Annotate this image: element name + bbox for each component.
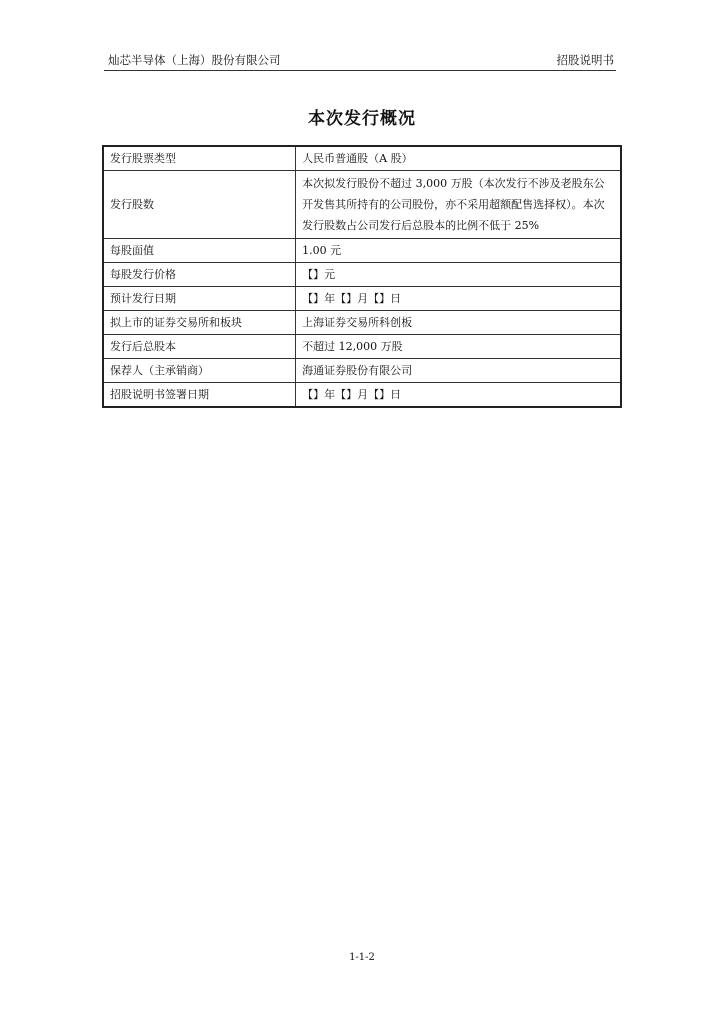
row-value: 【】年【】月【】日 <box>296 383 621 408</box>
row-value: 【】元 <box>296 263 621 287</box>
row-value: 本次拟发行股份不超过 3,000 万股（本次发行不涉及老股东公开发售其所持有的公司股份，亦不采用超额配售选择权）。本次发行股数占公司发行后总股本的比例不低于 25% <box>296 171 621 239</box>
page-title: 本次发行概况 <box>308 109 416 129</box>
row-label: 预计发行日期 <box>103 287 296 311</box>
row-value: 人民币普通股（A 股） <box>296 146 621 171</box>
row-label: 发行股票类型 <box>103 146 296 171</box>
row-label: 每股面值 <box>103 239 296 263</box>
row-label: 招股说明书签署日期 <box>103 383 296 408</box>
table-row <box>103 287 621 311</box>
page-number: 1-1-2 <box>349 952 375 963</box>
table-row <box>103 239 621 263</box>
offering-summary-table <box>102 145 622 408</box>
row-label: 发行后总股本 <box>103 335 296 359</box>
row-label: 每股发行价格 <box>103 263 296 287</box>
table-row <box>103 263 621 287</box>
row-label: 保荐人（主承销商） <box>103 359 296 383</box>
row-value: 1.00 元 <box>296 239 621 263</box>
header-company-name: 灿芯半导体（上海）股份有限公司 <box>108 53 281 67</box>
header-document-type: 招股说明书 <box>556 53 614 67</box>
table-row <box>103 311 621 335</box>
table-row <box>103 383 621 408</box>
page-header <box>104 50 616 71</box>
row-value: 【】年【】月【】日 <box>296 287 621 311</box>
table-row <box>103 335 621 359</box>
table-row <box>103 359 621 383</box>
row-label: 发行股数 <box>103 171 296 239</box>
row-value: 上海证券交易所科创板 <box>296 311 621 335</box>
table-row <box>103 146 621 171</box>
table-row <box>103 171 621 239</box>
row-label: 拟上市的证券交易所和板块 <box>103 311 296 335</box>
row-value: 不超过 12,000 万股 <box>296 335 621 359</box>
row-value: 海通证券股份有限公司 <box>296 359 621 383</box>
